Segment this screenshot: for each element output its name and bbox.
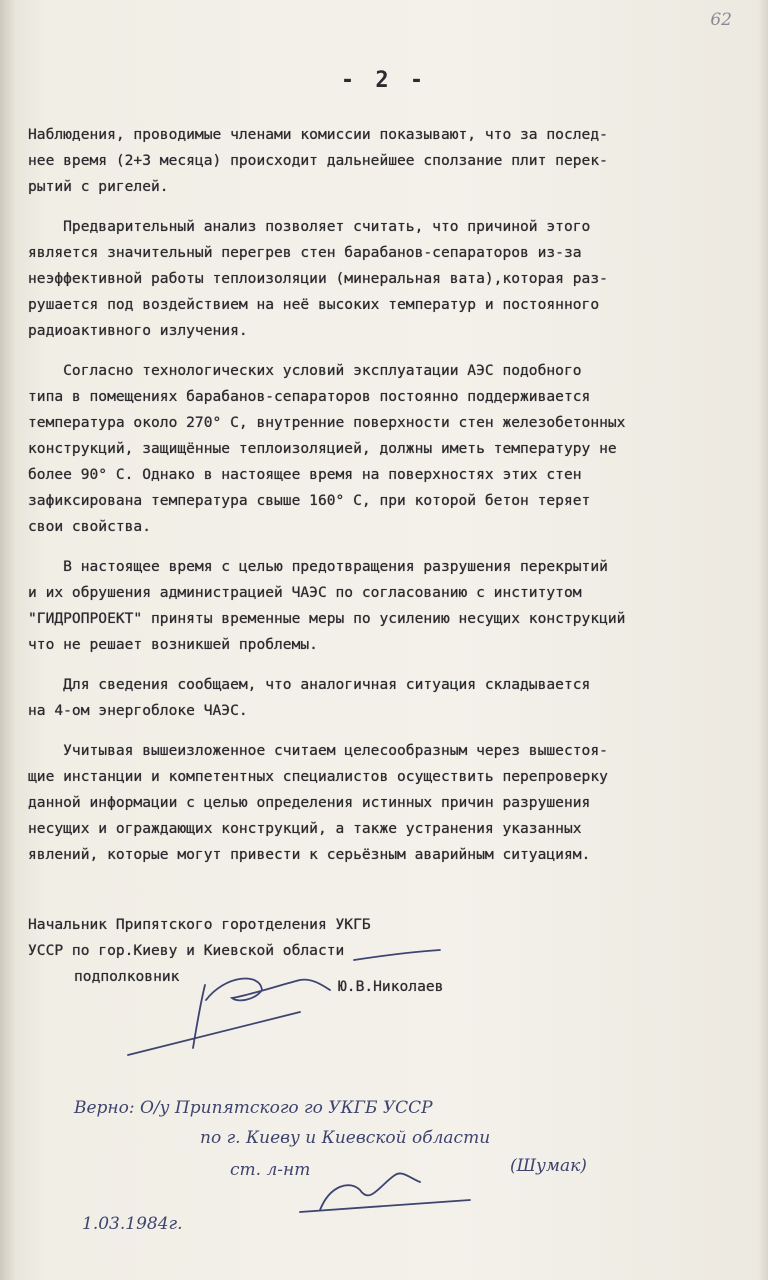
handwritten-date: 1.03.1984г. [82,1214,183,1234]
text-line: более 90° С. Однако в настоящее время на поверхностях этих стен [28,466,582,483]
signer-rank: подполковник [74,968,180,985]
text-line: нее время (2+3 месяца) происходит дальнейшее сползание плит перек- [28,152,608,169]
text-line: "ГИДРОПРОЕКТ" приняты временные меры по усилению несущих конструкций [28,610,626,627]
text-line: Наблюдения, проводимые членами комиссии показывают, что за послед- [28,126,608,143]
text-line: Учитывая вышеизложенное считаем целесообразным через вышестоя- [28,742,608,759]
signer-title-line-2: УССР по гор.Киеву и Киевской области [28,942,345,959]
handwritten-rank: ст. л-нт [230,1160,311,1180]
text-line: явлений, которые могут привести к серьёзным аварийным ситуациям. [28,846,591,863]
text-line: температура около 270° С, внутренние поверхности стен железобетонных [28,414,626,431]
text-line: В настоящее время с целью предотвращения разрушения перекрытий [28,558,608,575]
text-line: Предварительный анализ позволяет считать, что причиной этого [28,218,591,235]
text-line: радиоактивного излучения. [28,322,248,339]
signature-stroke-main [128,979,330,1055]
handwritten-verified-line-2: по г. Киеву и Киевской области [200,1128,491,1148]
text-line: рытий с ригелей. [28,178,169,195]
signature-stroke-underline [354,950,440,960]
text-line: типа в помещениях барабанов-сепараторов постоянно поддерживается [28,388,591,405]
handwritten-verified-line-1: Верно: О/у Припятского го УКГБ УССР [74,1098,433,1118]
signer-title-line-1: Начальник Припятского горотделения УКГБ [28,916,371,933]
archive-page-number: 62 [710,10,732,30]
text-line: на 4-ом энергоблоке ЧАЭС. [28,702,248,719]
page-number: - 2 - [340,68,428,93]
text-line: Для сведения сообщаем, что аналогичная ситуация складывается [28,676,591,693]
signature-stroke-lower [300,1173,470,1212]
text-line: неэффективной работы теплоизоляции (минеральная вата),которая раз- [28,270,608,287]
text-line: Согласно технологических условий эксплуатации АЭС подобного [28,362,582,379]
text-line: является значительный перегрев стен барабанов-сепараторов из-за [28,244,582,261]
text-line: свои свойства. [28,518,152,535]
handwritten-name: (Шумак) [510,1156,587,1176]
text-line: конструкций, защищённые теплоизоляцией, должны иметь температуру не [28,440,617,457]
text-line: что не решает возникшей проблемы. [28,636,318,653]
text-line: несущих и ограждающих конструкций, а также устранения указанных [28,820,582,837]
signer-name: Ю.В.Николаев [338,978,444,995]
text-line: зафиксирована температура свыше 160° С, при которой бетон теряет [28,492,591,509]
text-line: данной информации с целью определения истинных причин разрушения [28,794,591,811]
text-line: и их обрушения администрацией ЧАЭС по согласованию с институтом [28,584,582,601]
text-line: щие инстанции и компетентных специалистов осуществить перепроверку [28,768,608,785]
text-line: рушается под воздействием на неё высоких температур и постоянного [28,296,600,313]
